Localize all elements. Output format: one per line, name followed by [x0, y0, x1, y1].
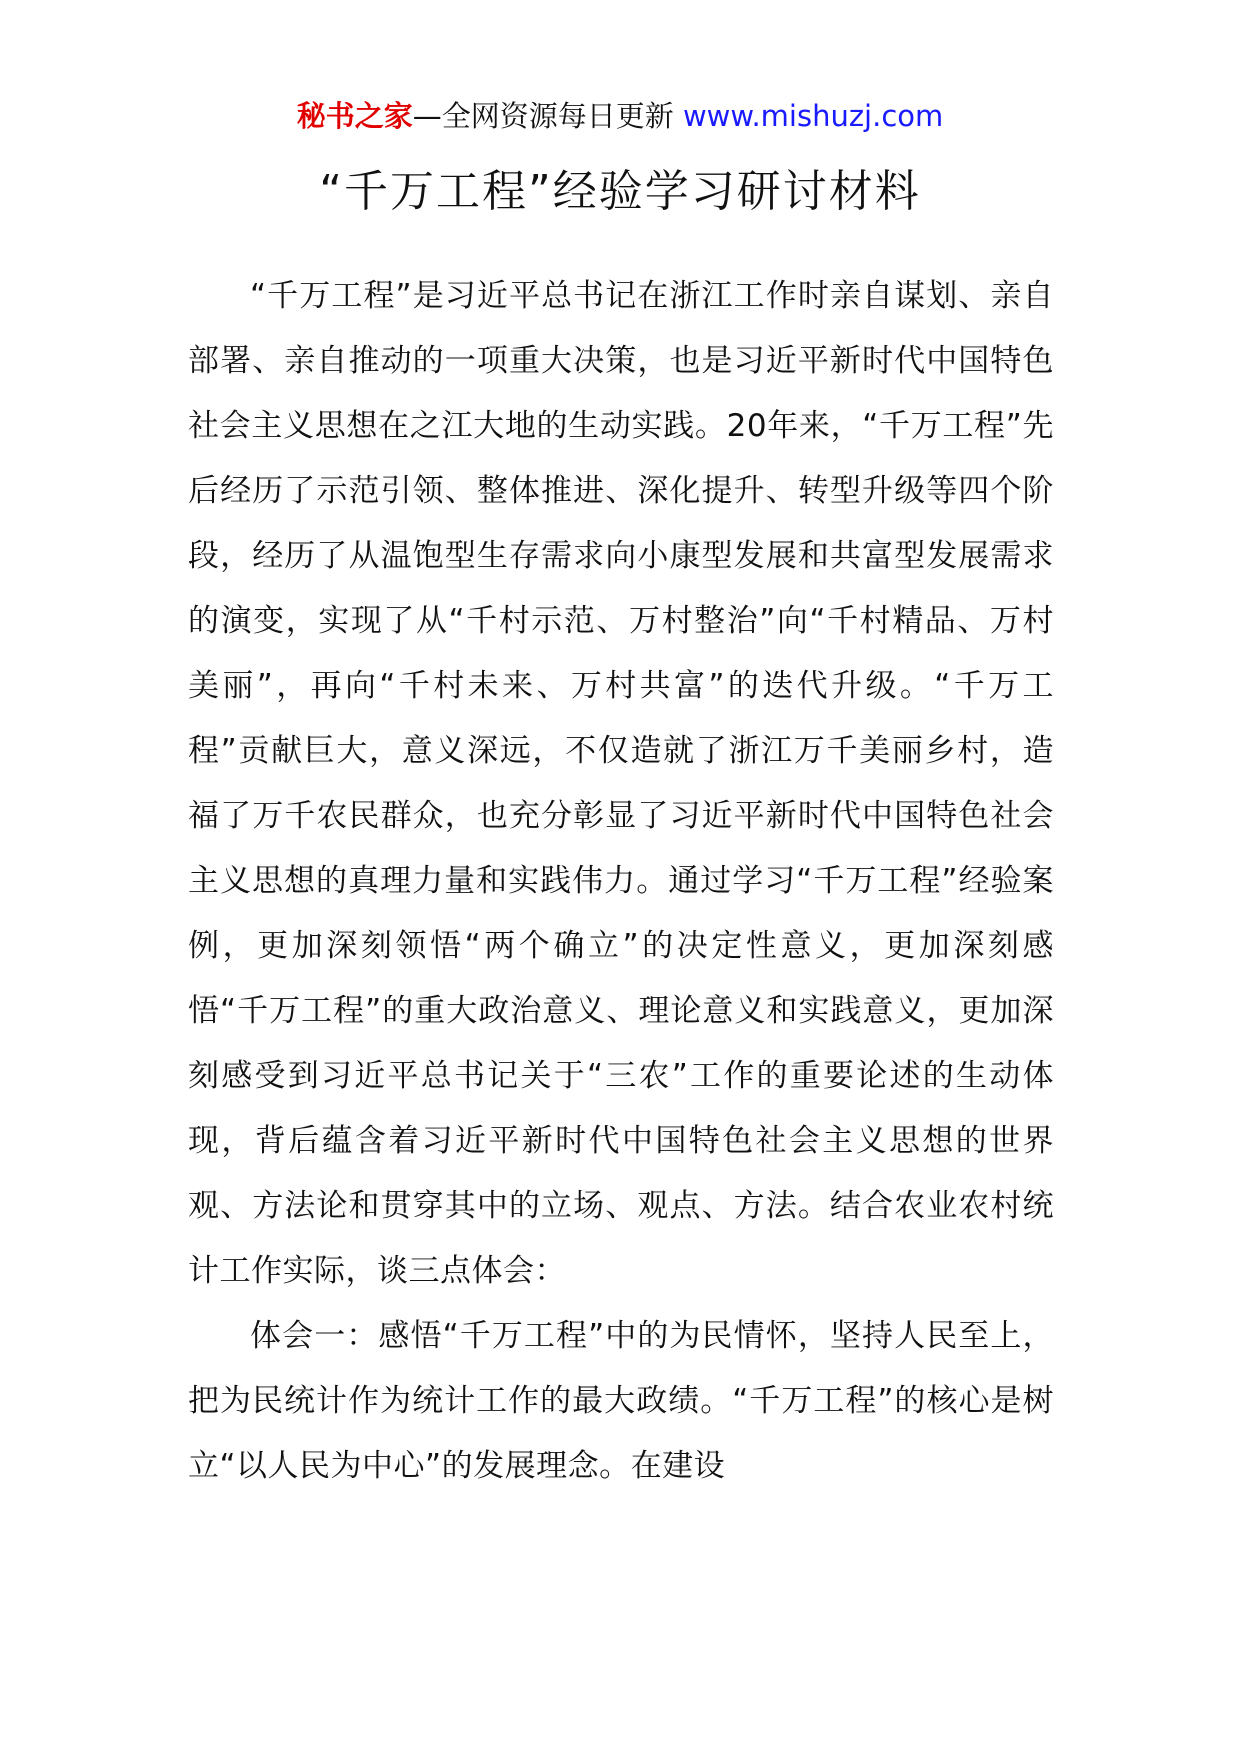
site-brand: 秘书之家 [296, 99, 413, 133]
site-tagline: —全网资源每日更新 [412, 99, 683, 133]
site-header [0, 96, 1240, 136]
body-paragraph: “千万工程”是习近平总书记在浙江工作时亲自谋划、亲自部署、亲自推动的一项重大决策，也是习近平新时代中国特色社会主义思想在之江大地的生动实践。20年来，“千万工程”先后经历了示范引领、整体推进、深化提升、转型升级等四个阶段，经历了从温饱型生存需求向小康型发展和共富型发展需求的演变，实现了从“千村示范、万村整治”向“千村精品、万村美丽”，再向“千村未来、万村共富”的迭代升级。“千万工程”贡献巨大，意义深远，不仅造就了浙江万千美丽乡村，造福了万千农民群众，也充分彰显了习近平新时代中国特色社会主义思想的真理力量和实践伟力。通过学习“千万工程”经验案例，更加深刻领悟“两个确立”的决定性意义，更加深刻感悟“千万工程”的重大政治意义、理论意义和实践意义，更加深刻感受到习近平总书记关于“三农”工作的重要论述的生动体现，背后蕴含着习近平新时代中国特色社会主义思想的世界观、方法论和贯穿其中的立场、观点、方法。结合农业农村统计工作实际，谈三点体会： [188, 278, 1054, 1289]
site-url-link[interactable]: www.mishuzj.com [682, 99, 944, 133]
document-title: “千万工程”经验学习研讨材料 [319, 166, 921, 217]
document-body [188, 264, 1054, 1499]
body-paragraph: 体会一：感悟“千万工程”中的为民情怀，坚持人民至上，把为民统计作为统计工作的最大政绩。“千万工程”的核心是树立“以人民为中心”的发展理念。在建设 [188, 1318, 1054, 1484]
